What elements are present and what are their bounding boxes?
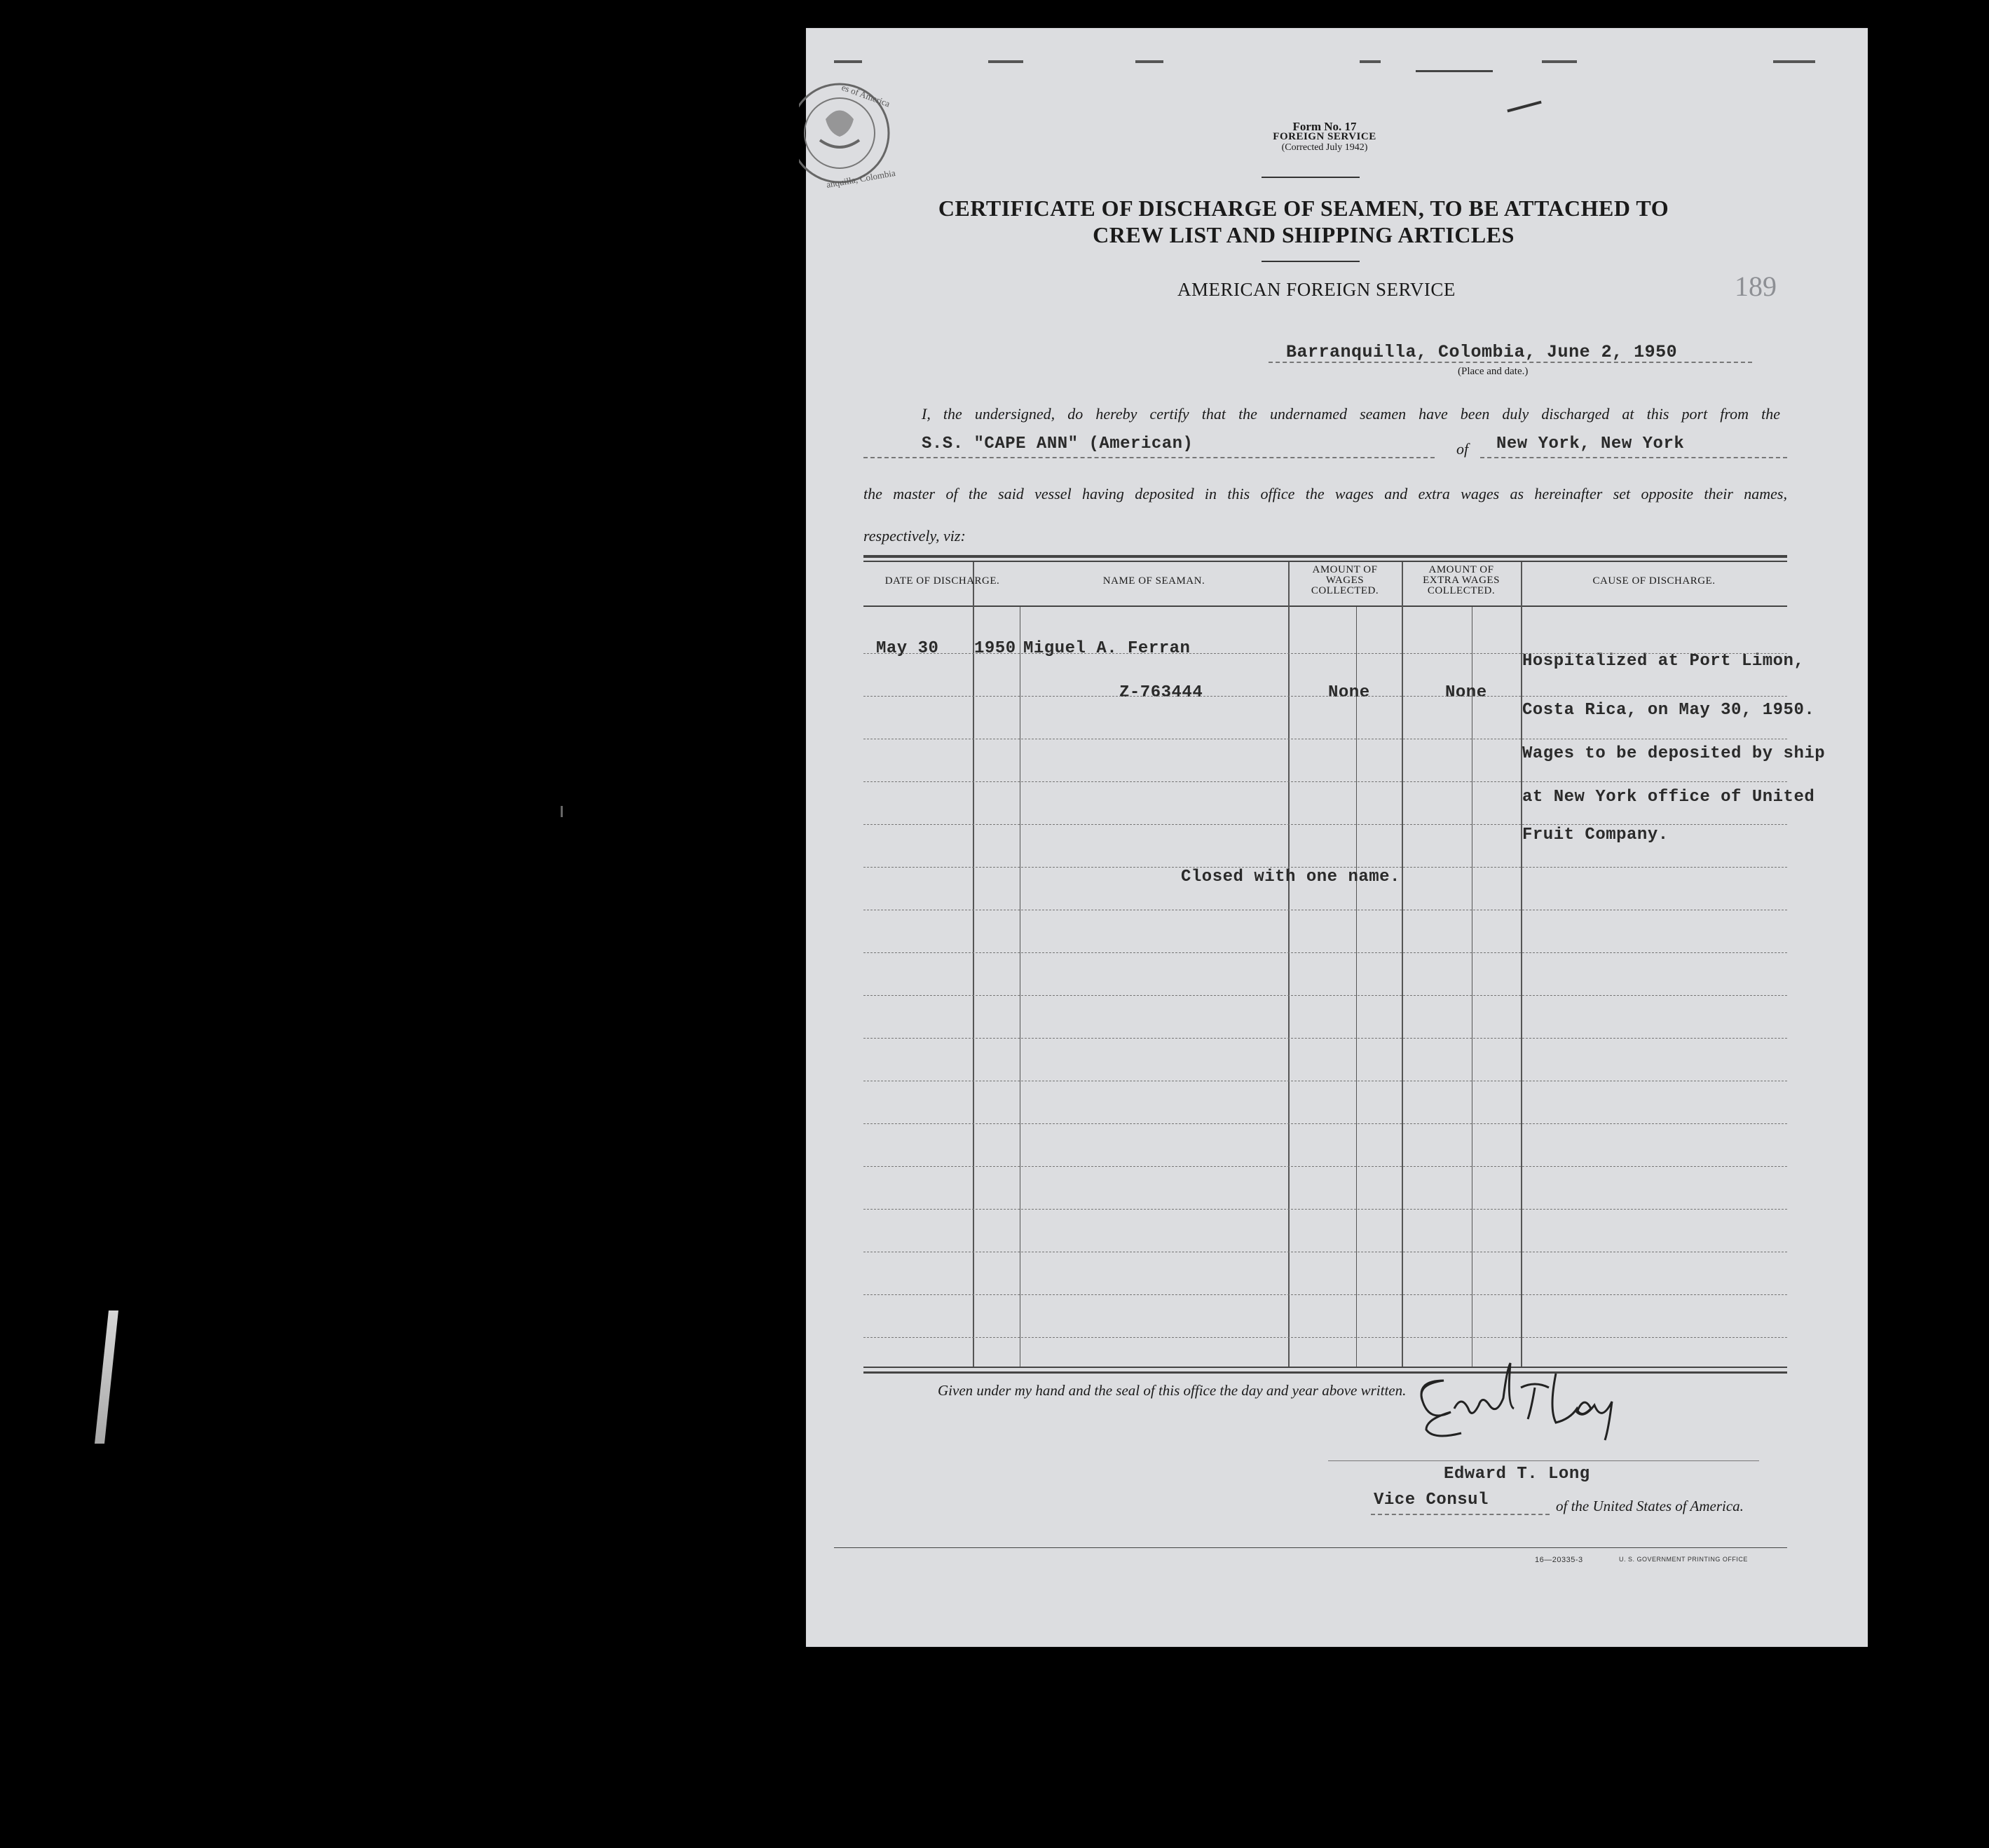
table-row-line (863, 1038, 1787, 1039)
signer-suffix: of the United States of America. (1556, 1498, 1744, 1514)
certificate-document (806, 28, 1868, 1647)
consular-seal-stamp (799, 63, 897, 203)
entry-date: May 30 (876, 639, 939, 658)
place-date-line (1269, 362, 1752, 363)
entry-cause-1: Hospitalized at Port Limon, (1522, 652, 1805, 671)
place-date-caption: (Place and date.) (1458, 366, 1529, 377)
certification-line-1: I, the undersigned, do hereby certify that the undernamed seamen have been duly discharged at this port from the (922, 405, 1780, 423)
title-line-2: CREW LIST AND SHIPPING ARTICLES (1093, 222, 1515, 247)
signer-title-line (1371, 1514, 1550, 1515)
signer-name: Edward T. Long (1444, 1465, 1590, 1484)
col-line-7 (1521, 562, 1522, 1367)
table-row-line (863, 1294, 1787, 1295)
col-line-4 (1356, 607, 1357, 1367)
vessel-name: S.S. "CAPE ANN" (American) (922, 434, 1194, 453)
form-number: Form No. 17 (1292, 120, 1357, 133)
signature-handwritten (1402, 1360, 1654, 1465)
footer-printer: U. S. GOVERNMENT PRINTING OFFICE (1619, 1556, 1748, 1563)
header-wages-l3: COLLECTED. (1311, 585, 1379, 596)
table-row-line (863, 1166, 1787, 1167)
header-wages-l1: AMOUNT OF (1312, 564, 1378, 575)
entry-name: Miguel A. Ferran (1023, 639, 1191, 658)
place-date-value: Barranquilla, Colombia, June 2, 1950 (1286, 342, 1678, 362)
signature-line (1328, 1460, 1759, 1461)
page-number: 189 (1735, 271, 1777, 302)
footer-form-code: 16—20335-3 (1535, 1556, 1583, 1564)
document-title (897, 195, 1710, 248)
entry-year: 1950 (974, 639, 1016, 658)
table-row-line (863, 1337, 1787, 1338)
header-date: DATE OF DISCHARGE. (884, 575, 1000, 587)
table-row-line (863, 1123, 1787, 1124)
table-row-line (863, 653, 1787, 654)
table-row-line (863, 952, 1787, 953)
svg-text:anquilla, Colombia: anquilla, Colombia (825, 167, 896, 190)
scan-artifact-left (95, 1310, 118, 1444)
scan-artifact-speck (561, 806, 563, 817)
footer-rule (834, 1547, 1787, 1548)
header-wages (1288, 565, 1402, 596)
vessel-line (863, 457, 1435, 458)
certification-line-2: the master of the said vessel having deposited in this office the wages and extra wages as hereinafter set opposite their names, (863, 485, 1787, 502)
form-number-block (1255, 121, 1395, 153)
table-row-line (863, 995, 1787, 996)
form-corrected: (Corrected July 1942) (1281, 142, 1368, 153)
col-line-3 (1288, 562, 1290, 1367)
col-line-1 (973, 562, 974, 1367)
entry-extra-wages: None (1445, 683, 1487, 702)
header-extra-wages (1402, 565, 1521, 596)
title-bottom-rule (1262, 261, 1360, 262)
table-header-rule (863, 605, 1787, 607)
table-top-rule (863, 555, 1787, 558)
svg-text:es of America: es of America (840, 81, 891, 109)
entry-cause-5: Fruit Company. (1522, 826, 1669, 844)
header-wages-l2: WAGES (1325, 575, 1365, 586)
vessel-port: New York, New York (1496, 434, 1685, 453)
table-row-line (863, 1209, 1787, 1210)
entry-cause-2: Costa Rica, on May 30, 1950. (1522, 701, 1815, 720)
header-extra-l2: EXTRA WAGES (1423, 575, 1500, 586)
entry-wages: None (1328, 683, 1370, 702)
port-line (1480, 457, 1787, 458)
signer-title: Vice Consul (1374, 1491, 1489, 1510)
title-top-rule (1262, 177, 1360, 178)
of-label: of (1456, 440, 1469, 458)
header-cause: CAUSE OF DISCHARGE. (1592, 575, 1716, 587)
table-row-line (863, 867, 1787, 868)
title-line-1: CERTIFICATE OF DISCHARGE OF SEAMEN, TO BE ATTACHED TO (938, 196, 1669, 221)
header-extra-l3: COLLECTED. (1427, 585, 1496, 596)
header-name: NAME OF SEAMAN. (1102, 575, 1205, 587)
given-statement: Given under my hand and the seal of this office the day and year above written. (938, 1382, 1407, 1399)
table-row-line (863, 824, 1787, 825)
table-top-rule-2 (863, 561, 1787, 562)
service-name: AMERICAN FOREIGN SERVICE (1177, 279, 1456, 300)
form-service: FOREIGN SERVICE (1273, 131, 1376, 142)
table-row-line (863, 781, 1787, 782)
entry-cause-3: Wages to be deposited by ship (1522, 744, 1826, 763)
header-extra-l1: AMOUNT OF (1428, 564, 1494, 575)
entry-cause-4: at New York office of United (1522, 788, 1815, 807)
table-row-line (863, 696, 1787, 697)
entry-number: Z-763444 (1119, 683, 1203, 702)
closing-note: Closed with one name. (1181, 868, 1400, 887)
certification-line-3: respectively, viz: (863, 527, 966, 545)
col-line-5 (1402, 562, 1403, 1367)
